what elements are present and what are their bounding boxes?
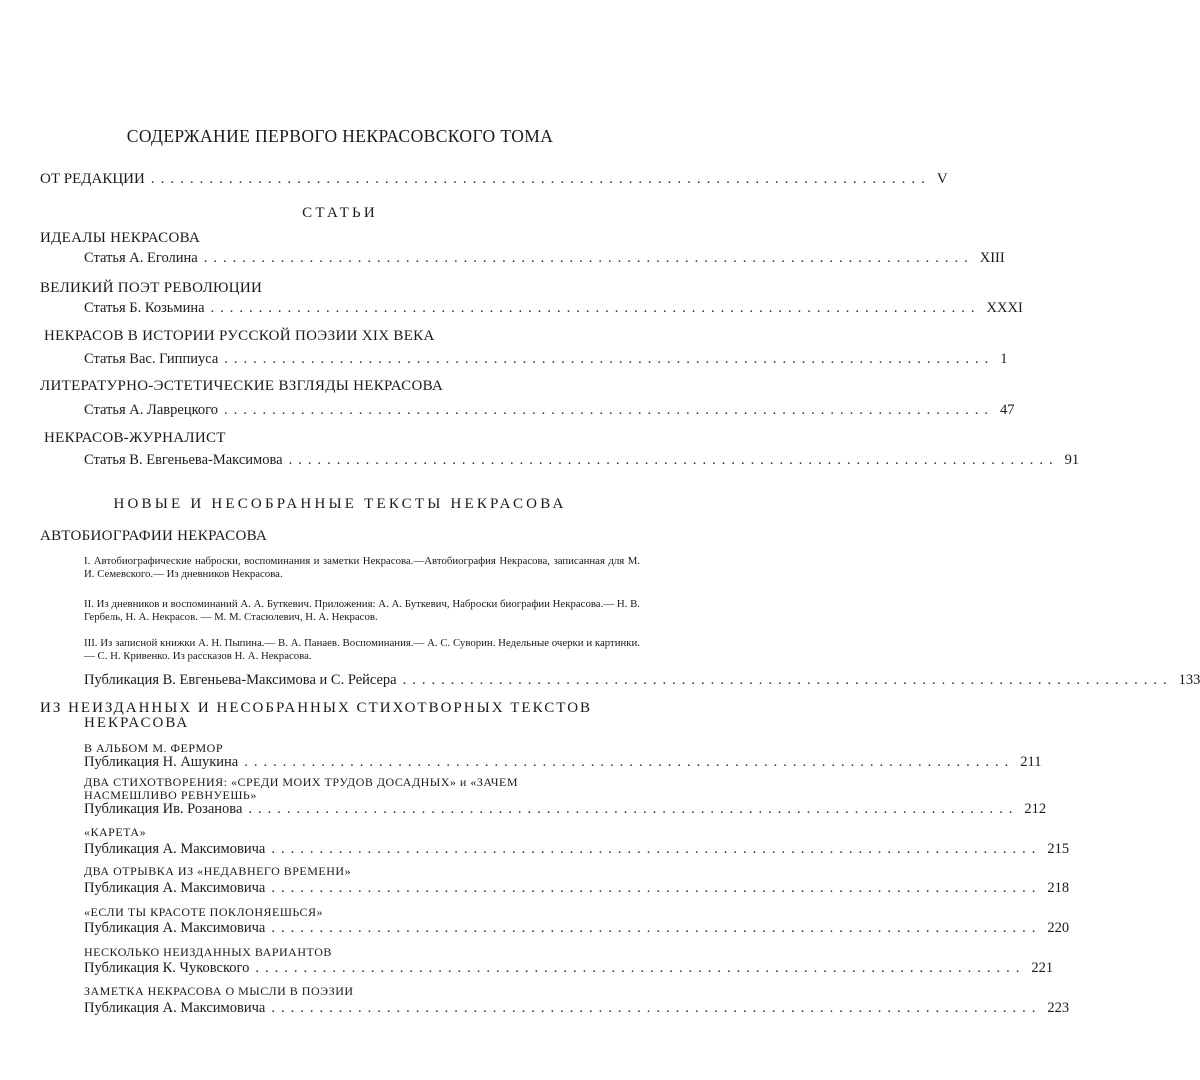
dot-leader: ................................................................................	[150, 171, 931, 187]
dot-leader: ................................................................................	[244, 754, 1015, 770]
autobio-paragraph-1: I. Автобиографические наброски, воспоминания и заметки Некрасова.—Автобиография Некрасова, записанная для М. И. Семевского.— Из дневников Некрасова.	[84, 555, 640, 580]
dot-leader: ................................................................................	[248, 801, 1019, 817]
autobio-paragraph-2: II. Из дневников и воспоминаний А. А. Буткевич. Приложения: А. А. Буткевич, Наброски биографии Некрасова.— Н. В. Гербель, Н. А. Некрасов. — М. М. Стасюлевич, Н. А. Некрасов.	[84, 598, 640, 623]
poem-title: НЕСКОЛЬКО НЕИЗДАННЫХ ВАРИАНТОВ	[84, 945, 332, 959]
toc-entry[interactable]	[84, 841, 1070, 858]
poem-title: В АЛЬБОМ М. ФЕРМОР	[84, 741, 224, 755]
article-heading: НЕКРАСОВ-ЖУРНАЛИСТ	[44, 430, 226, 446]
poem-title: ДВА СТИХОТВОРЕНИЯ: «СРЕДИ МОИХ ТРУДОВ ДОСАДНЫХ» и «ЗАЧЕМ	[84, 775, 518, 789]
toc-entry[interactable]	[84, 351, 1008, 368]
page-number: 1	[1000, 351, 1008, 367]
article-heading: ИДЕАЛЫ НЕКРАСОВА	[40, 230, 201, 246]
dot-leader: ................................................................................	[224, 351, 995, 367]
poem-title: «ЕСЛИ ТЫ КРАСОТЕ ПОКЛОНЯЕШЬСЯ»	[84, 905, 324, 919]
section-heading-texts: НОВЫЕ И НЕСОБРАННЫЕ ТЕКСТЫ НЕКРАСОВА	[113, 496, 567, 512]
article-heading: ВЕЛИКИЙ ПОЭТ РЕВОЛЮЦИИ	[40, 280, 263, 296]
toc-entry[interactable]	[84, 402, 1015, 419]
toc-entry-autobio[interactable]	[84, 672, 1200, 689]
entry-publication: Публикация Ив. Розанова	[84, 801, 243, 817]
toc-entry[interactable]	[84, 1000, 1070, 1017]
poems-heading: ИЗ НЕИЗДАННЫХ И НЕСОБРАННЫХ СТИХОТВОРНЫХ ТЕКСТОВ	[40, 700, 593, 716]
page-number: V	[936, 171, 948, 187]
page-number: 221	[1031, 960, 1054, 976]
dot-leader: ................................................................................	[203, 250, 974, 266]
poems-heading-cont: НЕКРАСОВА	[84, 715, 190, 731]
toc-entry[interactable]	[84, 960, 1054, 977]
page-number: 218	[1047, 880, 1070, 896]
dot-leader: ................................................................................	[271, 841, 1042, 857]
article-heading: НЕКРАСОВ В ИСТОРИИ РУССКОЙ ПОЭЗИИ XIX ВЕКА	[44, 328, 435, 344]
section-heading-articles: СТАТЬИ	[302, 205, 378, 221]
toc-entry-editorial[interactable]	[40, 171, 948, 188]
dot-leader: ................................................................................	[271, 880, 1042, 896]
dot-leader: ................................................................................	[288, 452, 1059, 468]
entry-publication: Публикация А. Максимовича	[84, 920, 266, 936]
page-number: 220	[1047, 920, 1070, 936]
entry-label: ОТ РЕДАКЦИИ	[40, 171, 145, 187]
entry-publication: Публикация К. Чуковского	[84, 960, 250, 976]
page-number: 47	[999, 402, 1015, 418]
toc-entry[interactable]	[84, 754, 1042, 771]
page-number: 91	[1064, 452, 1080, 468]
poem-title-cont: НАСМЕШЛИВО РЕВНУЕШЬ»	[84, 788, 257, 802]
toc-entry[interactable]	[84, 920, 1070, 937]
entry-author: Статья Б. Козьмина	[84, 300, 205, 316]
page-title: СОДЕРЖАНИЕ ПЕРВОГО НЕКРАСОВСКОГО ТОМА	[126, 126, 554, 146]
article-heading: ЛИТЕРАТУРНО-ЭСТЕТИЧЕСКИЕ ВЗГЛЯДЫ НЕКРАСОВА	[40, 378, 444, 394]
dot-leader: ................................................................................	[271, 1000, 1042, 1016]
autobio-paragraph-3: III. Из записной книжки А. Н. Пыпина.— В. А. Панаев. Воспоминания.— А. С. Суворин. Недельные очерки и картинки.— С. Н. Кривенко. Из рассказов Н. А. Некрасова.	[84, 637, 640, 662]
entry-publication: Публикация А. Максимовича	[84, 1000, 266, 1016]
entry-publication: Публикация А. Максимовича	[84, 841, 266, 857]
poem-title: ЗАМЕТКА НЕКРАСОВА О МЫСЛИ В ПОЭЗИИ	[84, 984, 354, 998]
page-number: 133	[1178, 672, 1200, 688]
entry-publication: Публикация Н. Ашукина	[84, 754, 239, 770]
poem-title: ДВА ОТРЫВКА ИЗ «НЕДАВНЕГО ВРЕМЕНИ»	[84, 864, 352, 878]
dot-leader: ................................................................................	[255, 960, 1026, 976]
entry-publication: Публикация В. Евгеньева-Максимова и С. Рейсера	[84, 672, 397, 688]
page-number: 223	[1047, 1000, 1070, 1016]
entry-author: Статья А. Лаврецкого	[84, 402, 218, 418]
poem-title: «КАРЕТА»	[84, 825, 147, 839]
page-number: 211	[1020, 754, 1042, 770]
toc-entry[interactable]	[84, 300, 1023, 317]
autobio-heading: АВТОБИОГРАФИИ НЕКРАСОВА	[40, 528, 268, 544]
toc-entry[interactable]	[84, 250, 1005, 267]
entry-author: Статья А. Еголина	[84, 250, 198, 266]
page-number: XIII	[979, 250, 1005, 266]
dot-leader: ................................................................................	[271, 920, 1042, 936]
toc-entry[interactable]	[84, 880, 1070, 897]
page-number: 215	[1047, 841, 1070, 857]
dot-leader: ................................................................................	[402, 672, 1173, 688]
entry-author: Статья В. Евгеньева-Максимова	[84, 452, 283, 468]
toc-entry[interactable]	[84, 801, 1047, 818]
page-number: 212	[1024, 801, 1047, 817]
dot-leader: ................................................................................	[223, 402, 994, 418]
dot-leader: ................................................................................	[210, 300, 981, 316]
toc-entry[interactable]	[84, 452, 1080, 469]
entry-author: Статья Вас. Гиппиуса	[84, 351, 219, 367]
entry-publication: Публикация А. Максимовича	[84, 880, 266, 896]
page-number: XXXI	[986, 300, 1023, 316]
